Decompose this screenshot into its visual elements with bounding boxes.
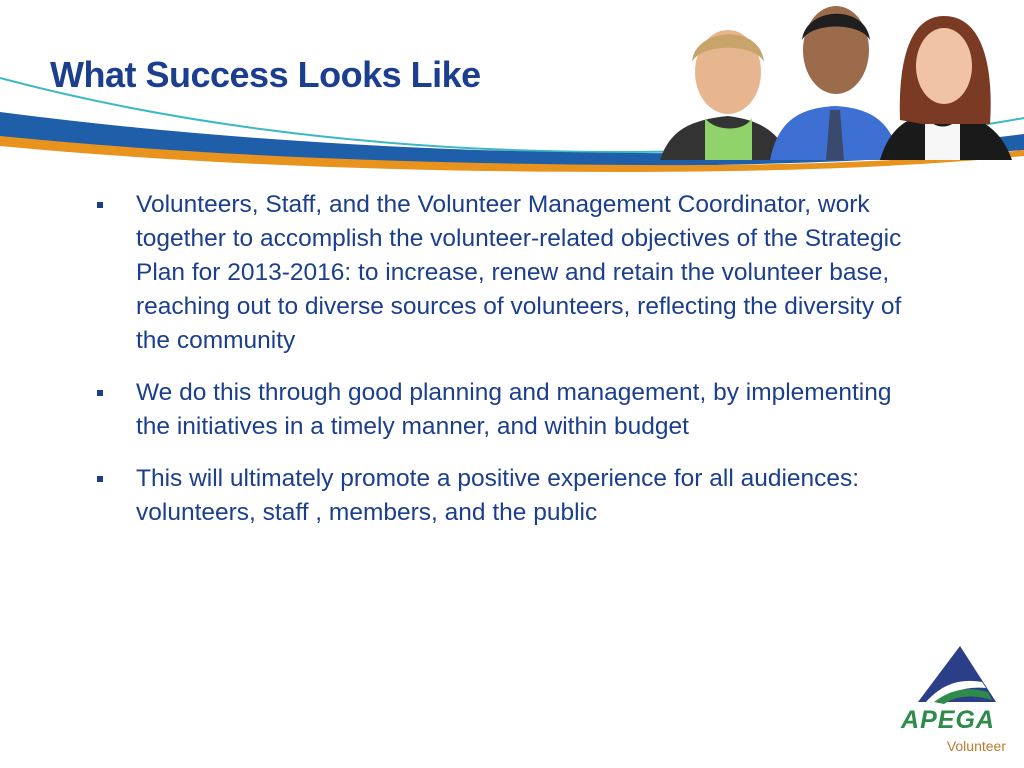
slide-header xyxy=(0,0,1024,180)
mountain-logo-icon xyxy=(890,640,1006,710)
bullet-text: This will ultimately promote a positive experience for all audiences: volunteers, staff , members, and the public xyxy=(136,465,860,526)
bullet-list xyxy=(95,188,925,548)
bullet-item xyxy=(95,376,925,444)
apega-volunteer-logo xyxy=(890,640,1015,760)
logo-subtitle: Volunteer xyxy=(946,738,1006,754)
bullet-square-icon xyxy=(97,476,103,482)
bullet-item xyxy=(95,188,925,358)
logo-wordmark: APEGA xyxy=(901,706,995,734)
bullet-text: Volunteers, Staff, and the Volunteer Management Coordinator, work together to accomplish the volunteer-related objectives of the Strategic Plan for 2013-2016: to increase, renew and retain the volunteer base, reaching out to diverse sources of volunteers, reflecting the diversity of the community xyxy=(136,191,902,354)
bullet-square-icon xyxy=(97,390,103,396)
volunteer-people-photo xyxy=(660,0,1024,160)
bullet-item xyxy=(95,462,925,530)
slide-title: What Success Looks Like xyxy=(50,54,481,95)
bullet-square-icon xyxy=(97,202,103,208)
bullet-text: We do this through good planning and management, by implementing the initiatives in a timely manner, and within budget xyxy=(136,379,892,440)
